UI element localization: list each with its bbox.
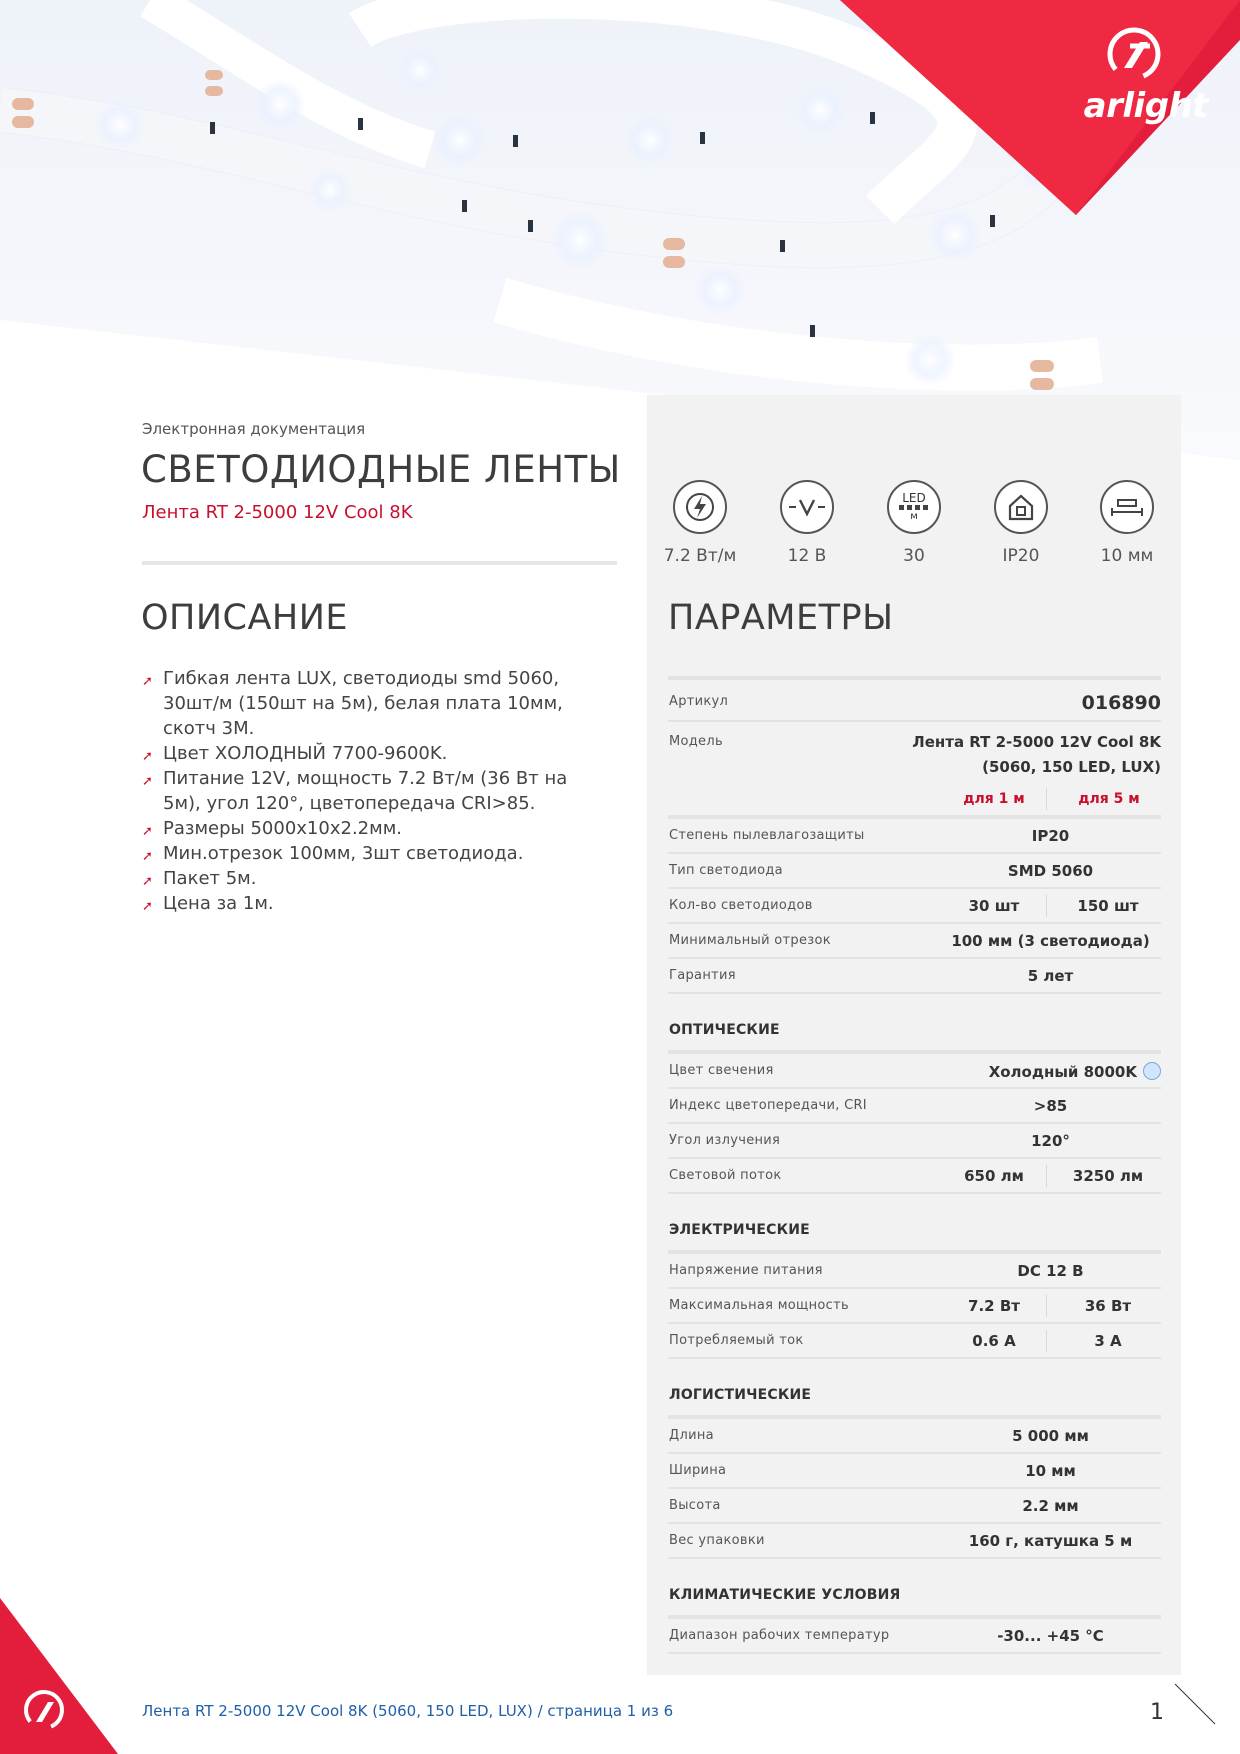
electrical-group — [668, 1250, 1161, 1359]
arlight-logo-icon — [1104, 24, 1164, 84]
table-row: Длина 5 000 мм — [668, 1415, 1161, 1452]
param-value: 5 000 мм — [1012, 1427, 1089, 1445]
logistic-group — [668, 1415, 1161, 1559]
description-list — [142, 666, 602, 916]
optical-section-title: ОПТИЧЕСКИЕ — [669, 1022, 780, 1038]
param-value: 160 г, катушка 5 м — [968, 1532, 1133, 1550]
spec-voltage: 12 В — [757, 480, 857, 566]
param-value: Холодный 8000K — [938, 1062, 1161, 1081]
description-item: ➚ Пакет 5м. — [142, 866, 602, 891]
parameters-table — [668, 676, 1161, 1654]
table-row: Тип светодиода SMD 5060 — [668, 852, 1161, 887]
table-row: Максимальная мощность 7.2 Вт 36 Вт — [668, 1287, 1161, 1322]
footer-brand-corner — [0, 1598, 118, 1754]
power-icon — [673, 480, 727, 534]
param-value-1m: 0.6 А — [972, 1332, 1016, 1350]
param-value-1m: 650 лм — [964, 1167, 1024, 1185]
arrow-bullet-icon: ➚ — [142, 824, 153, 839]
optical-group — [668, 1050, 1161, 1194]
arrow-bullet-icon: ➚ — [142, 849, 153, 864]
per-length-header: для 1 м для 5 м — [668, 782, 1161, 815]
footer-caption: Лента RT 2-5000 12V Cool 8K (5060, 150 LED, LUX) / страница 1 из 6 — [142, 1702, 674, 1720]
logistic-section-title: ЛОГИСТИЧЕСКИЕ — [669, 1387, 812, 1403]
table-row: Диапазон рабочих температур -30... +45 °С — [668, 1615, 1161, 1652]
product-subtitle: Лента RT 2-5000 12V Cool 8K — [142, 502, 413, 523]
led-per-meter-icon: LED м — [887, 480, 941, 534]
climate-section-title: КЛИМАТИЧЕСКИЕ УСЛОВИЯ — [669, 1587, 901, 1603]
param-value-5m: 36 Вт — [1084, 1297, 1132, 1315]
table-row: Гарантия 5 лет — [668, 957, 1161, 992]
table-row: Модель Лента RT 2-5000 12V Cool 8K (5060, 150 LED, LUX) — [668, 720, 1161, 782]
arrow-bullet-icon: ➚ — [142, 674, 153, 689]
table-row: Угол излучения 120° — [668, 1122, 1161, 1157]
ip-rating-icon — [994, 480, 1048, 534]
table-row: Кол-во светодиодов 30 шт 150 шт — [668, 887, 1161, 922]
description-item: ➚ Гибкая лента LUX, светодиоды smd 5060, 30шт/м (150шт на 5м), белая плата 10мм, скотч 3М. — [142, 668, 563, 739]
key-specs-icons — [663, 480, 1168, 570]
arrow-bullet-icon: ➚ — [142, 874, 153, 889]
param-value: DC 12 В — [1017, 1262, 1084, 1280]
param-value: 120° — [1031, 1132, 1070, 1150]
table-row: Степень пылевлагозащиты IP20 — [668, 815, 1161, 852]
electrical-section-title: ЭЛЕКТРИЧЕСКИЕ — [669, 1222, 810, 1238]
description-item: ➚ Мин.отрезок 100мм, 3шт светодиода. — [142, 841, 602, 866]
divider — [142, 561, 617, 565]
table-row: Световой поток 650 лм 3250 лм — [668, 1157, 1161, 1192]
spec-ip: IP20 — [971, 480, 1071, 566]
parameters-heading: ПАРАМЕТРЫ — [668, 598, 894, 638]
description-item: ➚ Размеры 5000x10x2.2мм. — [142, 816, 602, 841]
param-value: -30... +45 °С — [997, 1627, 1104, 1645]
arrow-bullet-icon: ➚ — [142, 899, 153, 914]
article-value: 016890 — [1081, 692, 1161, 714]
description-item: ➚ Питание 12V, мощность 7.2 Вт/м (36 Вт на 5м), угол 120°, цветопередача CRI>85. — [142, 768, 568, 814]
param-value: 2.2 мм — [1022, 1497, 1079, 1515]
param-value-1m: 30 шт — [968, 897, 1020, 915]
climate-group — [668, 1615, 1161, 1654]
param-value-5m: 3 А — [1094, 1332, 1122, 1350]
color-swatch-icon — [1143, 1062, 1161, 1080]
voltage-icon — [780, 480, 834, 534]
param-value: 5 лет — [1027, 967, 1074, 985]
spec-led-count: LED м 30 — [864, 480, 964, 566]
page-corner-line — [1170, 1682, 1220, 1727]
param-value-5m: 3250 лм — [1072, 1167, 1144, 1185]
table-row: Артикул 016890 — [668, 676, 1161, 720]
arrow-bullet-icon: ➚ — [142, 749, 153, 764]
param-value: >85 — [1033, 1097, 1068, 1115]
doc-kind: Электронная документация — [142, 420, 366, 438]
page-number: 1 — [1150, 1700, 1164, 1725]
spec-power: 7.2 Вт/м — [650, 480, 750, 566]
table-row: Напряжение питания DC 12 В — [668, 1250, 1161, 1287]
page-title: СВЕТОДИОДНЫЕ ЛЕНТЫ — [141, 448, 621, 491]
table-row: Ширина 10 мм — [668, 1452, 1161, 1487]
param-value-5m: 150 шт — [1077, 897, 1139, 915]
param-value: SMD 5060 — [1007, 862, 1094, 880]
table-row: Высота 2.2 мм — [668, 1487, 1161, 1522]
description-item: ➚ Цвет ХОЛОДНЫЙ 7700-9600K. — [142, 741, 602, 766]
table-row: Минимальный отрезок 100 мм (3 светодиода) — [668, 922, 1161, 957]
param-value: 100 мм (3 светодиода) — [951, 932, 1150, 950]
param-value: 10 мм — [1025, 1462, 1076, 1480]
table-row: Потребляемый ток 0.6 А 3 А — [668, 1322, 1161, 1357]
width-icon — [1100, 480, 1154, 534]
description-heading: ОПИСАНИЕ — [141, 598, 349, 638]
table-row: Цвет свечения Холодный 8000K — [668, 1050, 1161, 1087]
table-row: Вес упаковки 160 г, катушка 5 м — [668, 1522, 1161, 1557]
param-value-1m: 7.2 Вт — [968, 1297, 1020, 1315]
description-item: ➚ Цена за 1м. — [142, 891, 602, 916]
general-group — [668, 815, 1161, 994]
table-row: Индекс цветопередачи, CRI >85 — [668, 1087, 1161, 1122]
arrow-bullet-icon: ➚ — [142, 774, 153, 789]
param-value: IP20 — [1031, 827, 1070, 845]
model-value: Лента RT 2-5000 12V Cool 8K (5060, 150 LED, LUX) — [912, 733, 1161, 776]
spec-width: 10 мм — [1077, 480, 1177, 566]
brand-logo: arlight — [1083, 86, 1208, 126]
